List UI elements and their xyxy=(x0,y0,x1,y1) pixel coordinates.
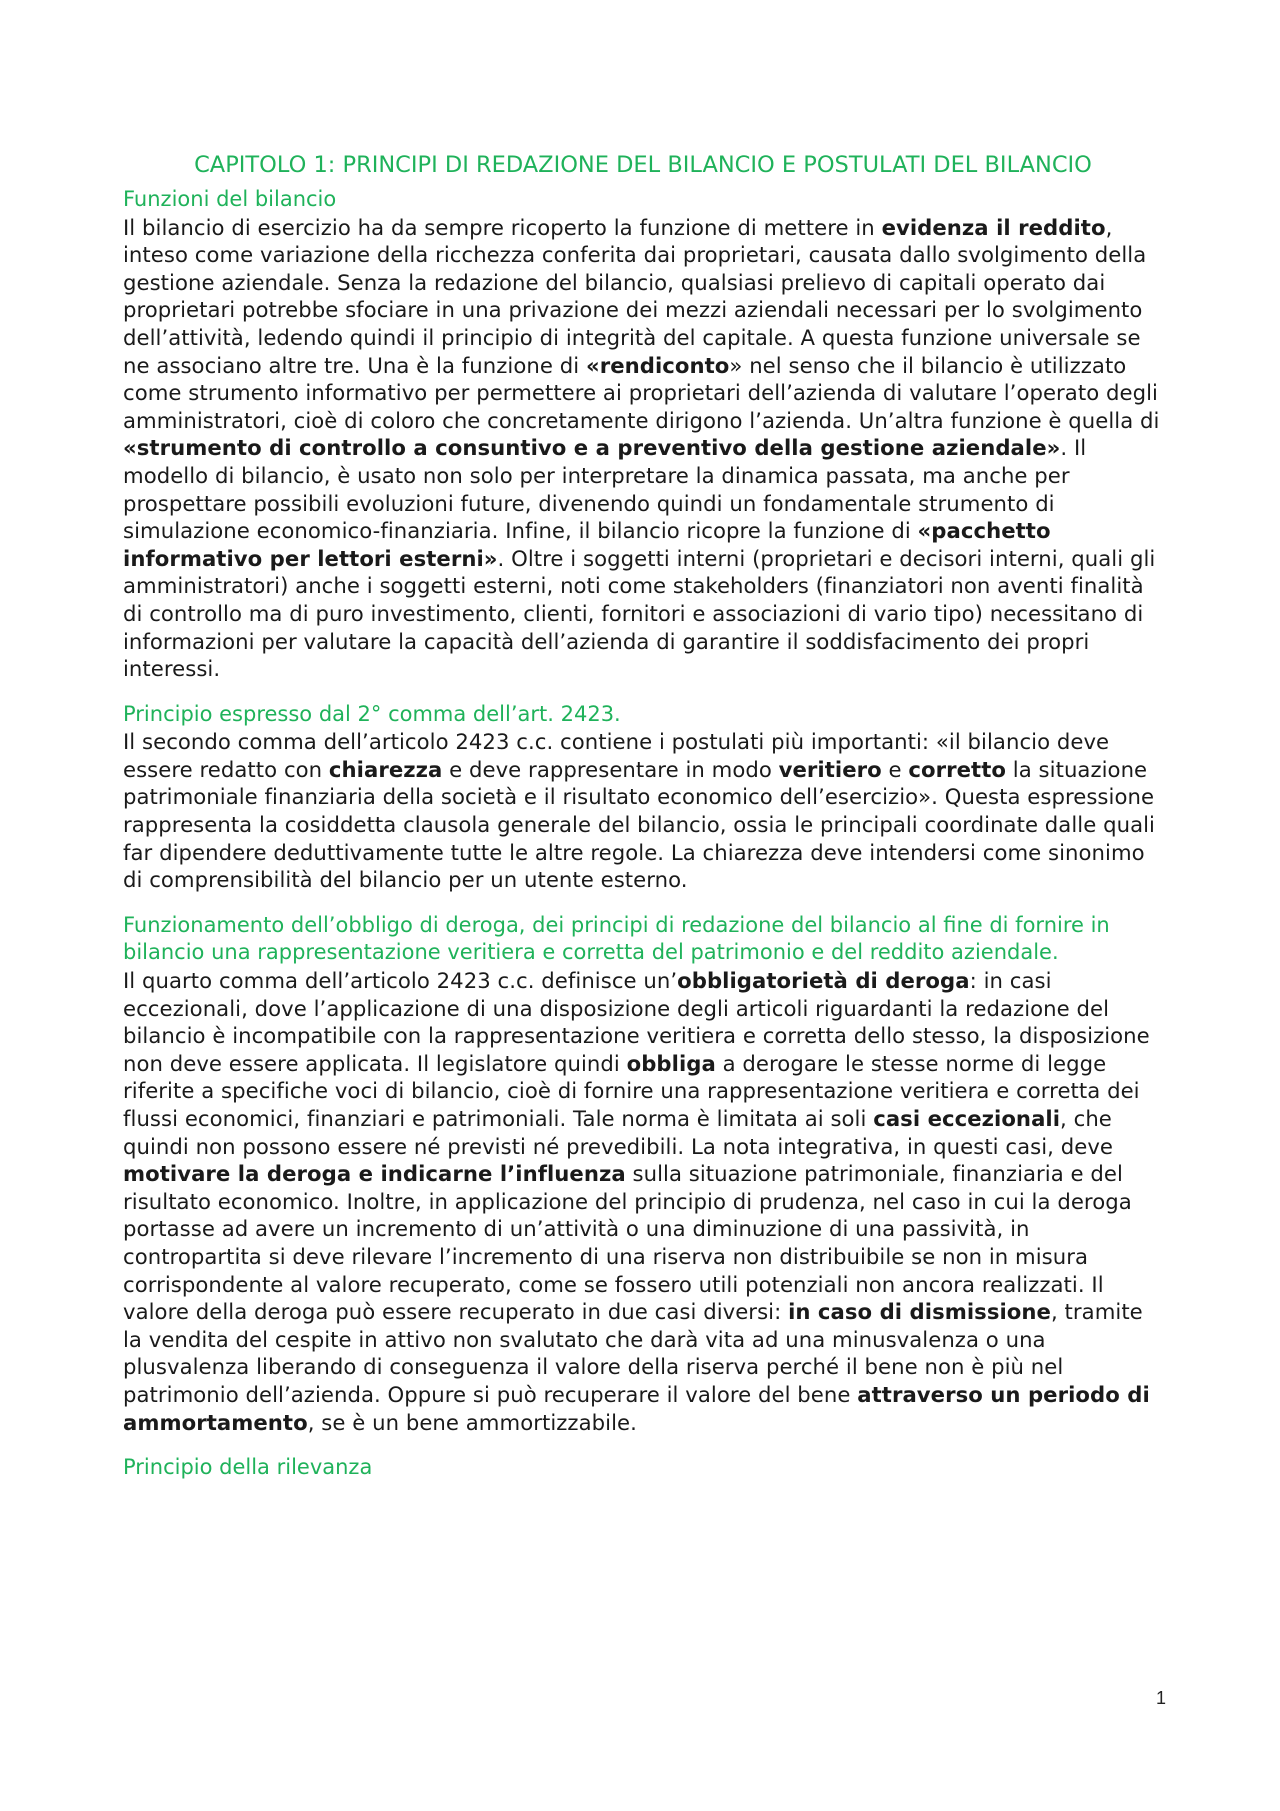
page-number: 1 xyxy=(1156,1688,1167,1708)
section-rilevanza xyxy=(123,1454,1163,1482)
section-heading: Principio della rilevanza xyxy=(123,1455,373,1480)
section-paragraph: Il bilancio di esercizio ha da sempre ricoperto la funzione di mettere in evidenza il reddito, inteso come variazione della ricchezza conferita dai proprietari, causata dallo svolgimento della gestione aziendale. Senza la redazione del bilancio, qualsiasi prelievo di capitali operato dai proprietari potrebbe sfociare in una privazione dei mezzi aziendali necessari per lo svolgimento dell’attività, ledendo quindi il principio di integrità del capitale. A questa funzione universale se ne associano altre tre. Una è la funzione di «rendiconto» nel senso che il bilancio è utilizzato come strumento informativo per permettere ai proprietari dell’azienda di valutare l’operato degli amministratori, cioè di coloro che concretamente dirigono l’azienda. Un’altra funzione è quella di «strumento di controllo a consuntivo e a preventivo della gestione aziendale». Il modello di bilancio, è usato non solo per interpretare la dinamica passata, ma anche per prospettare possibili evoluzioni future, divenendo quindi un fondamentale strumento di simulazione economico-finanziaria. Infine, il bilancio ricopre la funzione di «pacchetto informativo per lettori esterni». Oltre i soggetti interni (proprietari e decisori interni, quali gli amministratori) anche i soggetti esterni, noti come stakeholders (finanziatori non aventi finalità di controllo ma di puro investimento, clienti, fornitori e associazioni di vario tipo) necessitano di informazioni per valutare la capacità dell’azienda di garantire il soddisfacimento dei propri interessi. xyxy=(123,214,1160,682)
section-principio-2423 xyxy=(123,701,1163,894)
section-heading: Funzionamento dell’obbligo di deroga, dei principi di redazione del bilancio al fine di fornire in bilancio una rappresentazione veritiera e corretta del patrimonio e del reddito aziendale. xyxy=(123,912,1110,965)
chapter-title: CAPITOLO 1: PRINCIPI DI REDAZIONE DEL BILANCIO E POSTULATI DEL BILANCIO xyxy=(194,152,1092,178)
document-page xyxy=(123,150,1163,1500)
section-funzioni xyxy=(123,186,1163,683)
section-paragraph: Il secondo comma dell’articolo 2423 c.c. contiene i postulati più importanti: «il bilancio deve essere redatto con chiarezza e deve rappresentare in modo veritiero e corretto la situazione patrimoniale finanziaria della società e il risultato economico dell’esercizio». Questa espressione rappresenta la cosiddetta clausola generale del bilancio, ossia le principali coordinate dalle quali far dipendere deduttivamente tutte le altre regole. La chiarezza deve intendersi come sinonimo di comprensibilità del bilancio per un utente esterno. xyxy=(123,729,1155,893)
section-paragraph: Il quarto comma dell’articolo 2423 c.c. definisce un’obbligatorietà di deroga: in casi eccezionali, dove l’applicazione di una disposizione degli articoli riguardanti la redazione del bilancio è incompatibile con la rappresentazione veritiera e corretta dello stesso, la disposizione non deve essere applicata. Il legislatore quindi obbliga a derogare le stesse norme di legge riferite a specifiche voci di bilancio, cioè di fornire una rappresentazione veritiera e corretta dei flussi economici, finanziari e patrimoniali. Tale norma è limitata ai soli casi eccezionali, che quindi non possono essere né previsti né prevedibili. La nota integrativa, in questi casi, deve motivare la deroga e indicarne l’influenza sulla situazione patrimoniale, finanziaria e del risultato economico. Inoltre, in applicazione del principio di prudenza, nel caso in cui la deroga portasse ad avere un incremento di un’attività o una diminuzione di una passività, in contropartita si deve rilevare l’incremento di una riserva non distribuibile se non in misura corrispondente al valore recuperato, come se fossero utili potenziali non ancora realizzati. Il valore della deroga può essere recuperato in due casi diversi: in caso di dismissione, tramite la vendita del cespite in attivo non svalutato che darà vita ad una minusvalenza o una plusvalenza liberando di conseguenza il valore della riserva perché il bene non è più nel patrimonio dell’azienda. Oppure si può recuperare il valore del bene attraverso un periodo di ammortamento, se è un bene ammortizzabile. xyxy=(123,968,1150,1435)
section-heading: Funzioni del bilancio xyxy=(123,187,337,211)
section-deroga xyxy=(123,912,1163,1436)
section-heading: Principio espresso dal 2° comma dell’art. 2423. xyxy=(123,701,621,726)
